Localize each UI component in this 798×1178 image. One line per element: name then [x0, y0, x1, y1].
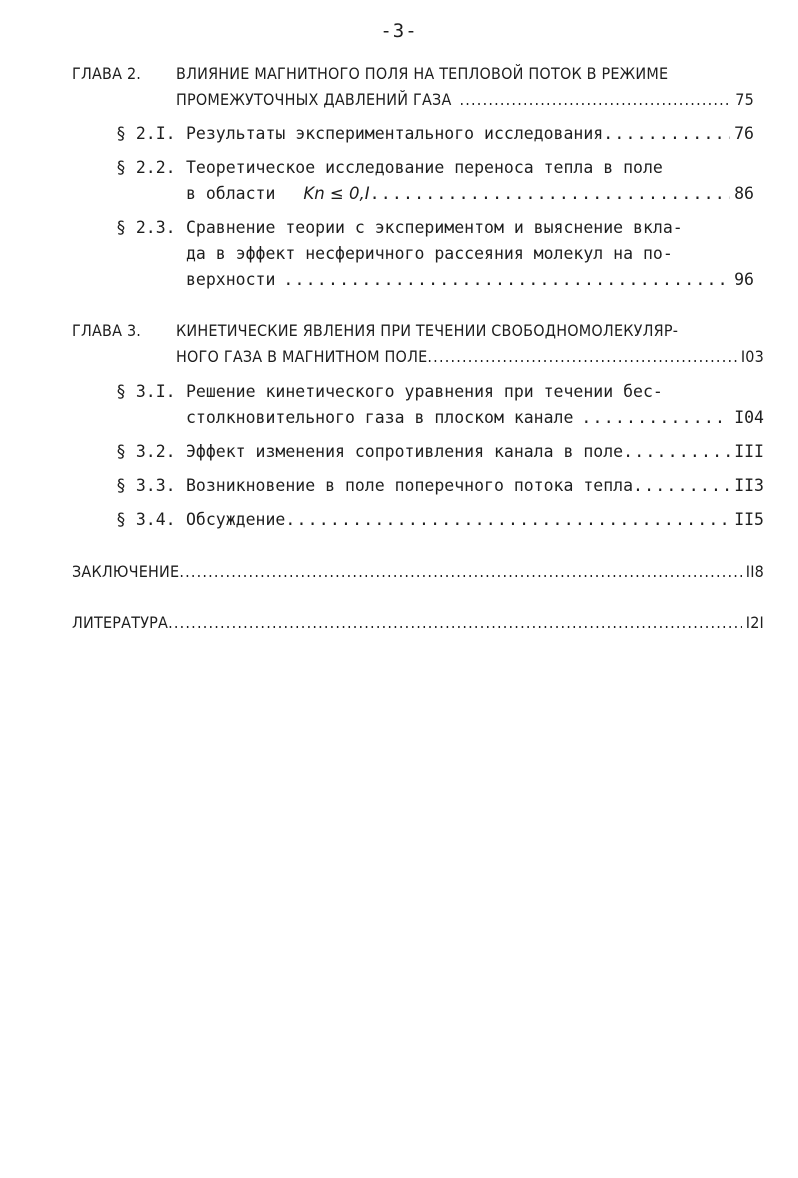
- section-2-2-title-line2: в области: [186, 184, 276, 203]
- section-3-1-number: § 3.I.: [116, 382, 176, 401]
- section-2-1-page: 76: [734, 124, 754, 143]
- dot-leader: [581, 407, 730, 429]
- section-3-2-title: Эффект изменения сопротивления канала в поле: [186, 442, 624, 461]
- conclusion-title: ЗАКЛЮЧЕНИЕ: [72, 562, 180, 581]
- chapter-2-label: ГЛАВА 2.: [72, 64, 142, 83]
- section-3-2-number: § 3.2.: [116, 442, 176, 461]
- section-3-4-entry[interactable]: [186, 509, 764, 531]
- section-3-1-title-line2: столкновительного газа в плоском канале: [186, 408, 574, 427]
- chapter-2-title-line2: ПРОМЕЖУТОЧНЫХ ДАВЛЕНИЙ ГАЗА: [176, 90, 452, 109]
- section-2-2-entry[interactable]: [186, 183, 754, 205]
- section-3-1-title-line1: Решение кинетического уравнения при течении бес-: [186, 382, 663, 401]
- dot-leader: [370, 183, 731, 205]
- chapter-3-title-line1: КИНЕТИЧЕСКИЕ ЯВЛЕНИЯ ПРИ ТЕЧЕНИИ СВОБОДНОМОЛЕКУЛЯР-: [176, 321, 679, 340]
- dot-leader: [168, 612, 742, 634]
- dot-leader: [427, 346, 736, 368]
- section-3-2-entry[interactable]: [186, 441, 764, 463]
- section-2-3-title-line3: верхности: [186, 270, 276, 289]
- dot-leader: [603, 123, 730, 145]
- section-2-3-number: § 2.3.: [116, 218, 176, 237]
- chapter-3-page: I03: [740, 347, 764, 366]
- dot-leader: [283, 269, 730, 291]
- section-3-4-number: § 3.4.: [116, 510, 176, 529]
- section-2-3-title-line1: Сравнение теории с экспериментом и выяснение вкла-: [186, 218, 683, 237]
- section-3-1-page: I04: [734, 408, 764, 427]
- literature-page: I2I: [745, 613, 764, 632]
- literature-entry[interactable]: [72, 612, 764, 634]
- dot-leader: [179, 561, 741, 583]
- chapter-2-title-line1: ВЛИЯНИЕ МАГНИТНОГО ПОЛЯ НА ТЕПЛОВОЙ ПОТОК В РЕЖИМЕ: [176, 64, 669, 83]
- dot-leader: [623, 441, 730, 463]
- section-2-1-title: Результаты экспериментального исследования: [186, 124, 604, 143]
- section-2-2-number: § 2.2.: [116, 158, 176, 177]
- chapter-3-title-line2: НОГО ГАЗА В МАГНИТНОМ ПОЛЕ: [176, 347, 428, 366]
- conclusion-page: II8: [745, 562, 764, 581]
- section-2-3-entry[interactable]: [186, 269, 754, 291]
- dot-leader: [285, 509, 730, 531]
- chapter-2-entry[interactable]: [176, 89, 754, 111]
- dot-leader: [633, 475, 730, 497]
- section-3-2-page: III: [734, 442, 764, 461]
- chapter-2-page: 75: [735, 90, 754, 109]
- section-2-1-entry[interactable]: [186, 123, 754, 145]
- literature-title: ЛИТЕРАТУРА: [72, 613, 169, 632]
- section-2-3-title-line2: да в эффект несферичного рассеяния молекул на по-: [186, 244, 673, 263]
- section-3-3-title: Возникновение в поле поперечного потока тепла: [186, 476, 634, 495]
- section-3-4-page: II5: [734, 510, 764, 529]
- section-3-4-title: Обсуждение: [186, 510, 286, 529]
- section-2-3-page: 96: [734, 270, 754, 289]
- dot-leader: [460, 89, 732, 111]
- section-3-3-number: § 3.3.: [116, 476, 176, 495]
- section-3-3-entry[interactable]: [186, 475, 764, 497]
- conclusion-entry[interactable]: [72, 561, 764, 583]
- chapter-3-label: ГЛАВА 3.: [72, 321, 142, 340]
- section-3-1-entry[interactable]: [186, 407, 764, 429]
- section-3-3-page: II3: [734, 476, 764, 495]
- page-number: -3-: [380, 20, 418, 42]
- section-2-2-page: 86: [734, 184, 754, 203]
- knudsen-formula: Kn ≤ 0,I: [303, 184, 370, 203]
- chapter-3-entry[interactable]: [176, 346, 764, 368]
- section-2-1-number: § 2.I.: [116, 124, 176, 143]
- section-2-2-title-line1: Теоретическое исследование переноса тепла в поле: [186, 158, 663, 177]
